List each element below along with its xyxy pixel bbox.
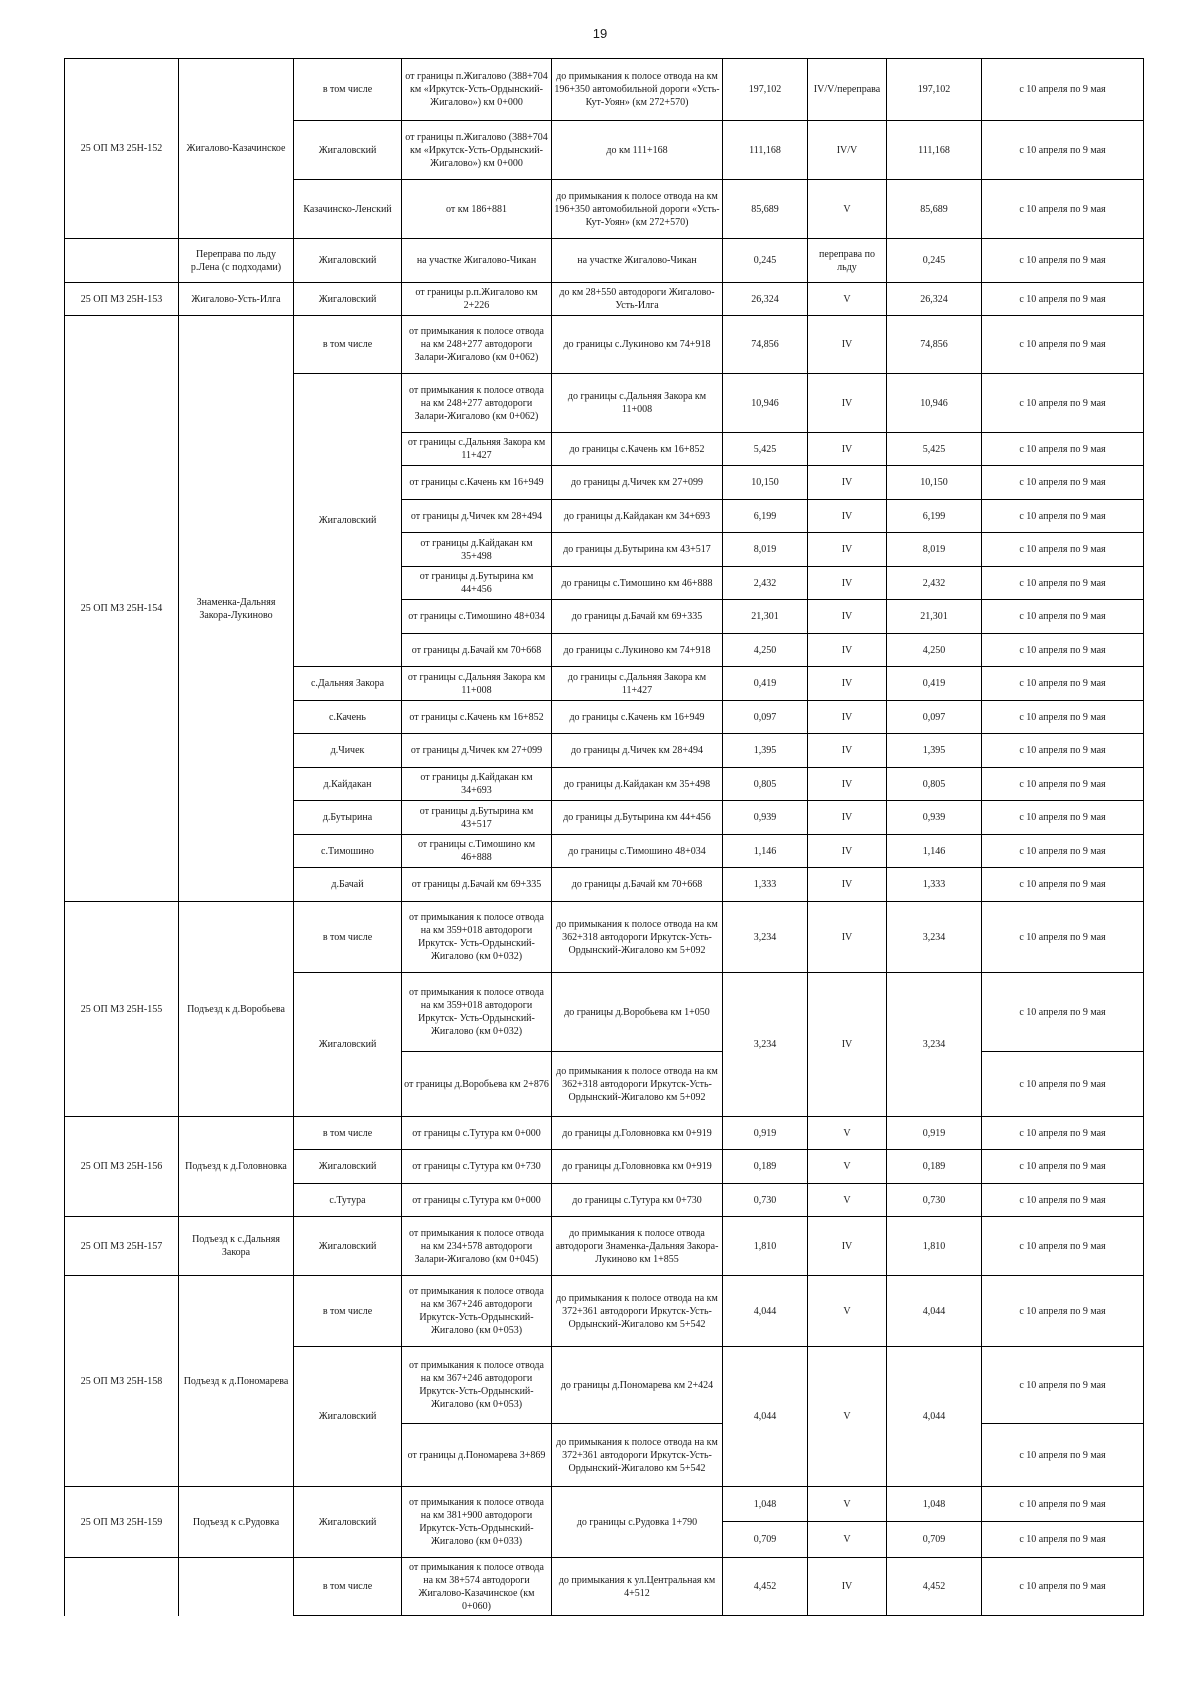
segment-end: до примыкания к полосе отвода на км 362+318 автодороги Иркутск-Усть-Ордынский-Жигалово км 5+092 [552, 902, 723, 973]
district: в том числе [294, 1558, 402, 1616]
road-category: V [808, 1347, 887, 1487]
road-name: Жигалово-Казачинское [179, 59, 294, 239]
restriction-period: с 10 апреля по 9 мая [982, 1117, 1144, 1150]
restricted-length-km: 26,324 [887, 283, 982, 316]
restriction-period: с 10 апреля по 9 мая [982, 374, 1144, 433]
length-km: 0,189 [723, 1150, 808, 1184]
segment-start: от границы д.Кайдакан км 34+693 [402, 768, 552, 801]
segment-end: до примыкания к ул.Центральная км 4+512 [552, 1558, 723, 1616]
segment-start: от примыкания к полосе отвода на км 381+900 автодороги Иркутск-Усть-Ордынский-Жигалово (км 0+033) [402, 1487, 552, 1558]
segment-end: до примыкания к полосе отвода автодороги Знаменка-Дальняя Закора-Лукиново км 1+855 [552, 1217, 723, 1276]
length-km: 26,324 [723, 283, 808, 316]
district: Жигаловский [294, 1150, 402, 1184]
restricted-length-km: 197,102 [887, 59, 982, 121]
road-category: V [808, 283, 887, 316]
segment-start: от границы с.Тутура км 0+730 [402, 1150, 552, 1184]
segment-end: до границы д.Чичек км 28+494 [552, 734, 723, 768]
length-km: 0,245 [723, 239, 808, 283]
segment-start: от границы д.Кайдакан км 35+498 [402, 533, 552, 567]
segment-start: от км 186+881 [402, 180, 552, 239]
length-km: 21,301 [723, 600, 808, 634]
segment-start: от границы с.Дальняя Закора км 11+427 [402, 433, 552, 466]
restricted-length-km: 4,044 [887, 1347, 982, 1487]
restriction-period: с 10 апреля по 9 мая [982, 1424, 1144, 1487]
restricted-length-km: 0,919 [887, 1117, 982, 1150]
road-category: IV/V/переправа [808, 59, 887, 121]
road-number: 25 ОП МЗ 25Н-156 [65, 1117, 179, 1217]
segment-start: от границы с.Качень км 16+852 [402, 701, 552, 734]
segment-end: до км 28+550 автодороги Жигалово-Усть-Илга [552, 283, 723, 316]
segment-end: до границы д.Бачай км 70+668 [552, 868, 723, 902]
segment-end: до границы д.Воробьева км 1+050 [552, 973, 723, 1052]
segment-end: до примыкания к полосе отвода на км 362+318 автодороги Иркутск-Усть-Ордынский-Жигалово км 5+092 [552, 1052, 723, 1117]
road-category: V [808, 1117, 887, 1150]
restriction-period: с 10 апреля по 9 мая [982, 500, 1144, 533]
district: в том числе [294, 59, 402, 121]
segment-end: до границы д.Бачай км 69+335 [552, 600, 723, 634]
road-name: Знаменка-Дальняя Закора-Лукиново [179, 316, 294, 902]
segment-end: на участке Жигалово-Чикан [552, 239, 723, 283]
road-category: IV [808, 734, 887, 768]
length-km: 8,019 [723, 533, 808, 567]
restriction-period: с 10 апреля по 9 мая [982, 1217, 1144, 1276]
restriction-period: с 10 апреля по 9 мая [982, 701, 1144, 734]
restriction-period: с 10 апреля по 9 мая [982, 59, 1144, 121]
length-km: 4,452 [723, 1558, 808, 1616]
road-name: Подъезд к д.Воробьева [179, 902, 294, 1117]
road-category: IV [808, 500, 887, 533]
road-name: Подъезд к д.Пономарева [179, 1276, 294, 1487]
restriction-period: с 10 апреля по 9 мая [982, 1184, 1144, 1217]
restriction-period: с 10 апреля по 9 мая [982, 1522, 1144, 1558]
road-name [179, 1558, 294, 1616]
restriction-period: с 10 апреля по 9 мая [982, 634, 1144, 667]
length-km: 4,044 [723, 1276, 808, 1347]
segment-start: на участке Жигалово-Чикан [402, 239, 552, 283]
segment-end: до границы с.Тутура км 0+730 [552, 1184, 723, 1217]
segment-start: от границы д.Бутырина км 43+517 [402, 801, 552, 835]
segment-end: до границы с.Лукиново км 74+918 [552, 316, 723, 374]
segment-start: от границы с.Качень км 16+949 [402, 466, 552, 500]
restriction-period: с 10 апреля по 9 мая [982, 1347, 1144, 1424]
length-km: 1,810 [723, 1217, 808, 1276]
restricted-length-km: 4,044 [887, 1276, 982, 1347]
road-category: IV [808, 466, 887, 500]
road-number [65, 239, 179, 283]
length-km: 0,097 [723, 701, 808, 734]
segment-start: от границы д.Пономарева 3+869 [402, 1424, 552, 1487]
length-km: 5,425 [723, 433, 808, 466]
road-number: 25 ОП МЗ 25Н-158 [65, 1276, 179, 1487]
road-number: 25 ОП МЗ 25Н-155 [65, 902, 179, 1117]
restriction-period: с 10 апреля по 9 мая [982, 533, 1144, 567]
road-category: IV [808, 316, 887, 374]
restriction-period: с 10 апреля по 9 мая [982, 667, 1144, 701]
road-category: V [808, 1276, 887, 1347]
segment-start: от примыкания к полосе отвода на км 367+246 автодороги Иркутск-Усть-Ордынский-Жигалово (км 0+053) [402, 1276, 552, 1347]
road-register-table [64, 58, 1144, 1616]
restriction-period: с 10 апреля по 9 мая [982, 801, 1144, 835]
segment-end: до примыкания к полосе отвода на км 372+361 автодороги Иркутск-Усть-Ордынский-Жигалово км 5+542 [552, 1276, 723, 1347]
restriction-period: с 10 апреля по 9 мая [982, 180, 1144, 239]
segment-start: от границы с.Тутура км 0+000 [402, 1117, 552, 1150]
restricted-length-km: 111,168 [887, 121, 982, 180]
restricted-length-km: 85,689 [887, 180, 982, 239]
restriction-period: с 10 апреля по 9 мая [982, 1487, 1144, 1522]
segment-start: от границы с.Тимошино 48+034 [402, 600, 552, 634]
length-km: 2,432 [723, 567, 808, 600]
restricted-length-km: 5,425 [887, 433, 982, 466]
district: с.Дальняя Закора [294, 667, 402, 701]
restricted-length-km: 0,939 [887, 801, 982, 835]
restriction-period: с 10 апреля по 9 мая [982, 768, 1144, 801]
restricted-length-km: 3,234 [887, 973, 982, 1117]
length-km: 0,730 [723, 1184, 808, 1217]
road-name: Жигалово-Усть-Илга [179, 283, 294, 316]
segment-start: от границы п.Жигалово (388+704 км «Иркутск-Усть-Ордынский-Жигалово») км 0+000 [402, 59, 552, 121]
road-name: Подъезд к с.Рудовка [179, 1487, 294, 1558]
segment-start: от примыкания к полосе отвода на км 234+578 автодороги Залари-Жигалово (км 0+045) [402, 1217, 552, 1276]
segment-start: от границы д.Чичек км 28+494 [402, 500, 552, 533]
segment-start: от границы р.п.Жигалово км 2+226 [402, 283, 552, 316]
district: Жигаловский [294, 374, 402, 667]
segment-start: от границы д.Бачай км 69+335 [402, 868, 552, 902]
road-number: 25 ОП МЗ 25Н-153 [65, 283, 179, 316]
road-category: переправа по льду [808, 239, 887, 283]
road-category: IV [808, 801, 887, 835]
segment-start: от примыкания к полосе отвода на км 248+277 автодороги Залари-Жигалово (км 0+062) [402, 374, 552, 433]
district: в том числе [294, 902, 402, 973]
restriction-period: с 10 апреля по 9 мая [982, 433, 1144, 466]
length-km: 0,919 [723, 1117, 808, 1150]
restriction-period: с 10 апреля по 9 мая [982, 868, 1144, 902]
road-category: IV [808, 1558, 887, 1616]
road-category: IV [808, 667, 887, 701]
road-category: V [808, 1184, 887, 1217]
segment-end: до примыкания к полосе отвода на км 372+361 автодороги Иркутск-Усть-Ордынский-Жигалово км 5+542 [552, 1424, 723, 1487]
segment-start: от примыкания к полосе отвода на км 359+018 автодороги Иркутск- Усть-Ордынский-Жигалово (км 0+032) [402, 902, 552, 973]
restricted-length-km: 4,452 [887, 1558, 982, 1616]
segment-start: от границы д.Бутырина км 44+456 [402, 567, 552, 600]
road-name: Переправа по льду р.Лена (с подходами) [179, 239, 294, 283]
length-km: 4,250 [723, 634, 808, 667]
restricted-length-km: 0,730 [887, 1184, 982, 1217]
road-number: 25 ОП МЗ 25Н-152 [65, 59, 179, 239]
segment-end: до примыкания к полосе отвода на км 196+350 автомобильной дороги «Усть-Кут-Уоян» (км 272+570) [552, 180, 723, 239]
segment-start: от границы с.Тимошино км 46+888 [402, 835, 552, 868]
segment-end: до границы с.Лукиново км 74+918 [552, 634, 723, 667]
district: Жигаловский [294, 239, 402, 283]
road-number: 25 ОП МЗ 25Н-154 [65, 316, 179, 902]
road-category: IV [808, 868, 887, 902]
length-km: 0,709 [723, 1522, 808, 1558]
road-category: IV [808, 1217, 887, 1276]
district: с.Качень [294, 701, 402, 734]
district: Жигаловский [294, 121, 402, 180]
road-category: IV [808, 973, 887, 1117]
restriction-period: с 10 апреля по 9 мая [982, 1558, 1144, 1616]
restricted-length-km: 1,333 [887, 868, 982, 902]
restriction-period: с 10 апреля по 9 мая [982, 1150, 1144, 1184]
length-km: 111,168 [723, 121, 808, 180]
restriction-period: с 10 апреля по 9 мая [982, 466, 1144, 500]
district: Казачинско-Ленский [294, 180, 402, 239]
restriction-period: с 10 апреля по 9 мая [982, 973, 1144, 1052]
length-km: 10,150 [723, 466, 808, 500]
segment-end: до границы с.Дальняя Закора км 11+008 [552, 374, 723, 433]
segment-start: от примыкания к полосе отвода на км 359+018 автодороги Иркутск- Усть-Ордынский-Жигалово (км 0+032) [402, 973, 552, 1052]
road-category: IV [808, 835, 887, 868]
restriction-period: с 10 апреля по 9 мая [982, 1276, 1144, 1347]
length-km: 6,199 [723, 500, 808, 533]
district: в том числе [294, 1117, 402, 1150]
restricted-length-km: 74,856 [887, 316, 982, 374]
restricted-length-km: 1,810 [887, 1217, 982, 1276]
length-km: 0,419 [723, 667, 808, 701]
segment-end: до границы д.Бутырина км 43+517 [552, 533, 723, 567]
segment-start: от границы д.Чичек км 27+099 [402, 734, 552, 768]
segment-end: до границы д.Кайдакан км 34+693 [552, 500, 723, 533]
road-category: IV [808, 533, 887, 567]
road-category: IV [808, 433, 887, 466]
restriction-period: с 10 апреля по 9 мая [982, 316, 1144, 374]
segment-end: до границы с.Рудовка 1+790 [552, 1487, 723, 1558]
length-km: 0,805 [723, 768, 808, 801]
restricted-length-km: 1,395 [887, 734, 982, 768]
restricted-length-km: 21,301 [887, 600, 982, 634]
length-km: 1,146 [723, 835, 808, 868]
restriction-period: с 10 апреля по 9 мая [982, 121, 1144, 180]
length-km: 10,946 [723, 374, 808, 433]
segment-start: от границы д.Бачай км 70+668 [402, 634, 552, 667]
restricted-length-km: 0,709 [887, 1522, 982, 1558]
road-category: IV [808, 902, 887, 973]
segment-end: до границы д.Головновка км 0+919 [552, 1150, 723, 1184]
restricted-length-km: 8,019 [887, 533, 982, 567]
segment-end: до границы с.Качень км 16+852 [552, 433, 723, 466]
restricted-length-km: 0,419 [887, 667, 982, 701]
segment-start: от примыкания к полосе отвода на км 38+574 автодороги Жигалово-Казачинское (км 0+060) [402, 1558, 552, 1616]
restricted-length-km: 4,250 [887, 634, 982, 667]
segment-end: до примыкания к полосе отвода на км 196+350 автомобильной дороги «Усть-Кут-Уоян» (км 272+570) [552, 59, 723, 121]
segment-end: до границы д.Бутырина км 44+456 [552, 801, 723, 835]
district: д.Чичек [294, 734, 402, 768]
segment-end: до границы д.Головновка км 0+919 [552, 1117, 723, 1150]
restricted-length-km: 3,234 [887, 902, 982, 973]
road-category: V [808, 1487, 887, 1522]
restriction-period: с 10 апреля по 9 мая [982, 1052, 1144, 1117]
road-category: V [808, 1522, 887, 1558]
road-number: 25 ОП МЗ 25Н-159 [65, 1487, 179, 1558]
road-number: 25 ОП МЗ 25Н-157 [65, 1217, 179, 1276]
road-category: IV [808, 634, 887, 667]
restricted-length-km: 10,946 [887, 374, 982, 433]
length-km: 85,689 [723, 180, 808, 239]
district: в том числе [294, 316, 402, 374]
restricted-length-km: 1,048 [887, 1487, 982, 1522]
restricted-length-km: 0,189 [887, 1150, 982, 1184]
restricted-length-km: 0,245 [887, 239, 982, 283]
segment-start: от примыкания к полосе отвода на км 248+277 автодороги Залари-Жигалово (км 0+062) [402, 316, 552, 374]
segment-start: от примыкания к полосе отвода на км 367+246 автодороги Иркутск-Усть-Ордынский-Жигалово (км 0+053) [402, 1347, 552, 1424]
district: д.Кайдакан [294, 768, 402, 801]
road-category: IV [808, 600, 887, 634]
district: Жигаловский [294, 973, 402, 1117]
road-category: IV [808, 567, 887, 600]
restriction-period: с 10 апреля по 9 мая [982, 734, 1144, 768]
restriction-period: с 10 апреля по 9 мая [982, 902, 1144, 973]
restriction-period: с 10 апреля по 9 мая [982, 600, 1144, 634]
restriction-period: с 10 апреля по 9 мая [982, 283, 1144, 316]
segment-start: от границы д.Воробьева км 2+876 [402, 1052, 552, 1117]
length-km: 1,395 [723, 734, 808, 768]
district: Жигаловский [294, 283, 402, 316]
segment-end: до км 111+168 [552, 121, 723, 180]
restricted-length-km: 0,097 [887, 701, 982, 734]
district: д.Бачай [294, 868, 402, 902]
segment-start: от границы с.Дальняя Закора км 11+008 [402, 667, 552, 701]
district: Жигаловский [294, 1487, 402, 1558]
segment-end: до границы д.Кайдакан км 35+498 [552, 768, 723, 801]
district: с.Тутура [294, 1184, 402, 1217]
segment-end: до границы с.Тимошино 48+034 [552, 835, 723, 868]
restriction-period: с 10 апреля по 9 мая [982, 239, 1144, 283]
restricted-length-km: 0,805 [887, 768, 982, 801]
length-km: 74,856 [723, 316, 808, 374]
segment-end: до границы д.Пономарева км 2+424 [552, 1347, 723, 1424]
length-km: 4,044 [723, 1347, 808, 1487]
segment-start: от границы с.Тутура км 0+000 [402, 1184, 552, 1217]
restriction-period: с 10 апреля по 9 мая [982, 567, 1144, 600]
length-km: 1,048 [723, 1487, 808, 1522]
restricted-length-km: 6,199 [887, 500, 982, 533]
road-number [65, 1558, 179, 1616]
road-category: IV [808, 374, 887, 433]
page-number: 19 [592, 26, 608, 41]
district: с.Тимошино [294, 835, 402, 868]
restricted-length-km: 2,432 [887, 567, 982, 600]
segment-end: до границы с.Тимошино км 46+888 [552, 567, 723, 600]
restriction-period: с 10 апреля по 9 мая [982, 835, 1144, 868]
road-category: IV [808, 768, 887, 801]
road-category: V [808, 180, 887, 239]
district: д.Бутырина [294, 801, 402, 835]
segment-end: до границы с.Качень км 16+949 [552, 701, 723, 734]
length-km: 3,234 [723, 902, 808, 973]
length-km: 3,234 [723, 973, 808, 1117]
road-name: Подъезд к д.Головновка [179, 1117, 294, 1217]
segment-start: от границы п.Жигалово (388+704 км «Иркутск-Усть-Ордынский-Жигалово») км 0+000 [402, 121, 552, 180]
length-km: 0,939 [723, 801, 808, 835]
road-category: V [808, 1150, 887, 1184]
road-category: IV/V [808, 121, 887, 180]
restricted-length-km: 10,150 [887, 466, 982, 500]
segment-end: до границы д.Чичек км 27+099 [552, 466, 723, 500]
road-category: IV [808, 701, 887, 734]
length-km: 197,102 [723, 59, 808, 121]
road-name: Подъезд к с.Дальняя Закора [179, 1217, 294, 1276]
district: Жигаловский [294, 1217, 402, 1276]
district: в том числе [294, 1276, 402, 1347]
restricted-length-km: 1,146 [887, 835, 982, 868]
segment-end: до границы с.Дальняя Закора км 11+427 [552, 667, 723, 701]
length-km: 1,333 [723, 868, 808, 902]
district: Жигаловский [294, 1347, 402, 1487]
